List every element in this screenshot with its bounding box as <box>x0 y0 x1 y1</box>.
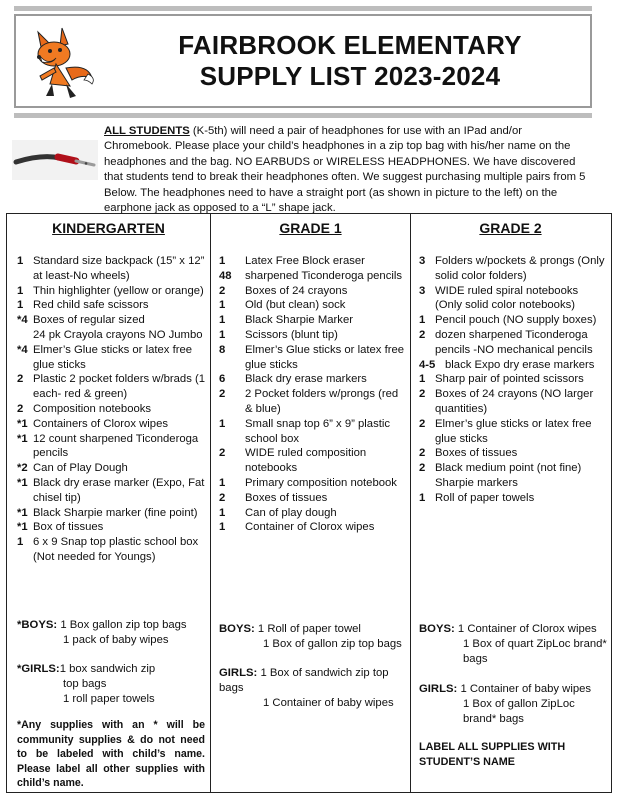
grade2-list <box>411 254 610 506</box>
grade1-column <box>210 214 410 792</box>
grade2-boys: BOYS: 1 Container of Clorox wipes 1 Box of quart ZipLoc brand* bags <box>419 623 607 665</box>
list-item: 2 Boxes of tissues <box>219 491 328 504</box>
kindergarten-column <box>7 214 210 792</box>
list-item: 2 2 Pocket folders w/prongs (red & blue) <box>219 388 399 415</box>
grade2-column <box>410 214 610 792</box>
list-item: 2 Boxes of 24 crayons (NO larger quantities) <box>419 388 594 415</box>
list-item: 1 Sharp pair of pointed scissors <box>419 373 584 386</box>
list-item: 2 Black medium point (not fine) Sharpie markers <box>419 462 582 489</box>
supply-grid <box>6 213 612 793</box>
intro-body: (K-5th) will need a pair of headphones for use with an IPad and/or Chromebook. Please place your child’s headphones in a zip top bag with his/her name on the headphones and the bag. NO EARBUDS or WIRELESS HEADPHONES. We have discovered that students tend to break their headphones often. We suggest purchasing multiple pairs from 5 Below. The headphones need to have a straight port (as shown in picture to the left) on the earphone jack as opposed to a “L” shape jack. <box>104 125 586 215</box>
list-item: 4-5 black Expo dry erase markers <box>419 358 595 371</box>
list-item: 2 dozen sharpened Ticonderoga pencils -NO mechanical pencils <box>419 328 593 356</box>
list-item: 1 Scissors (blunt tip) <box>219 328 338 341</box>
kindergarten-title: KINDERGARTEN <box>52 220 165 236</box>
title-line-1: FAIRBROOK ELEMENTARY <box>178 30 522 60</box>
grade2-girls: GIRLS: 1 Container of baby wipes 1 Box of gallon ZipLoc brand* bags <box>419 683 592 725</box>
list-item: 1 Can of play dough <box>219 506 337 519</box>
list-item: 6 Black dry erase markers <box>219 373 367 386</box>
title-line-2: SUPPLY LIST 2023-2024 <box>199 61 501 91</box>
list-item: *2 Can of Play Dough <box>17 462 128 475</box>
grade2-title: GRADE 2 <box>479 220 542 236</box>
list-item: 1 Roll of paper towels <box>419 491 535 504</box>
list-item: *1 Black dry erase marker (Expo, Fat chisel tip) <box>17 476 205 504</box>
list-item: 2 Composition notebooks <box>17 402 152 415</box>
list-item: 1 Latex Free Block eraser <box>219 255 365 267</box>
top-divider <box>14 6 592 11</box>
kindergarten-girls: *GIRLS:1 box sandwich zip top bags 1 roll paper towels <box>17 663 156 705</box>
list-item: 2 Plastic 2 pocket folders w/brads (1 each- red & green) <box>17 373 206 401</box>
kindergarten-boys: *BOYS: 1 Box gallon zip top bags 1 pack of baby wipes <box>17 619 187 646</box>
list-item: 3 Folders w/pockets & prongs (Only solid color folders) <box>419 255 605 282</box>
kindergarten-list <box>7 254 210 565</box>
list-item: 1 Small snap top 6” x 9” plastic school box <box>219 417 391 445</box>
list-item: 1 Black Sharpie Marker <box>219 314 353 327</box>
list-item: 3 WIDE ruled spiral notebooks (Only solid color notebooks) <box>419 284 579 312</box>
list-item: *1 Black Sharpie marker (fine point) <box>17 506 198 519</box>
list-item: *4 Boxes of regular sized <box>17 314 145 327</box>
list-item: 1 Standard size backpack (15” x 12” at least-No wheels) <box>17 255 205 282</box>
list-item: 2 Boxes of tissues <box>419 447 518 460</box>
list-item: 48 sharpened Ticonderoga pencils <box>219 269 403 282</box>
list-item: 1 Pencil pouch (NO supply boxes) <box>419 314 597 327</box>
list-item: 1 Old (but clean) sock <box>219 299 346 312</box>
community-supplies-note: *Any supplies with an * will be community supplies & do not need to be labeled with child’s name. Please label all other supplies with child’s name. <box>17 719 205 790</box>
intro-lead: ALL STUDENTS <box>104 125 190 137</box>
list-item: 1 Container of Clorox wipes <box>219 521 375 534</box>
list-item: 1 6 x 9 Snap top plastic school box (Not needed for Youngs) <box>17 536 199 563</box>
grade1-title: GRADE 1 <box>279 220 342 236</box>
bottom-divider <box>14 113 592 118</box>
grade1-list <box>211 254 410 535</box>
list-item: *1 Containers of Clorox wipes <box>17 417 168 430</box>
headphone-jack-image <box>12 140 98 180</box>
list-item: 24 pk Crayola crayons NO Jumbo <box>33 328 203 341</box>
page-title <box>110 30 590 92</box>
list-item: *1 12 count sharpened Ticonderoga pencils <box>17 432 199 460</box>
grade1-boys: BOYS: 1 Roll of paper towel 1 Box of gallon zip top bags <box>219 623 402 650</box>
list-item: 2 Boxes of 24 crayons <box>219 284 348 297</box>
list-item: 2 Elmer’s glue sticks or latex free glue sticks <box>419 417 592 445</box>
list-item: 1 Primary composition notebook <box>219 476 397 489</box>
list-item: 1 Thin highlighter (yellow or orange) <box>17 284 204 297</box>
list-item: *4 Elmer’s Glue sticks or latex free glue sticks <box>17 343 193 371</box>
list-item: 8 Elmer’s Glue sticks or latex free glue sticks <box>219 343 405 371</box>
label-all-supplies: LABEL ALL SUPPLIES WITH STUDENT’S NAME <box>419 741 566 768</box>
list-item: 2 WIDE ruled composition notebooks <box>219 447 367 475</box>
list-item: 1 Red child safe scissors <box>17 299 149 312</box>
list-item: *1 Box of tissues <box>17 521 104 534</box>
headphones-intro <box>104 124 586 216</box>
fox-mascot-logo <box>32 24 102 100</box>
grade1-girls: GIRLS: 1 Box of sandwich zip top bags 1 Container of baby wipes <box>219 667 394 709</box>
